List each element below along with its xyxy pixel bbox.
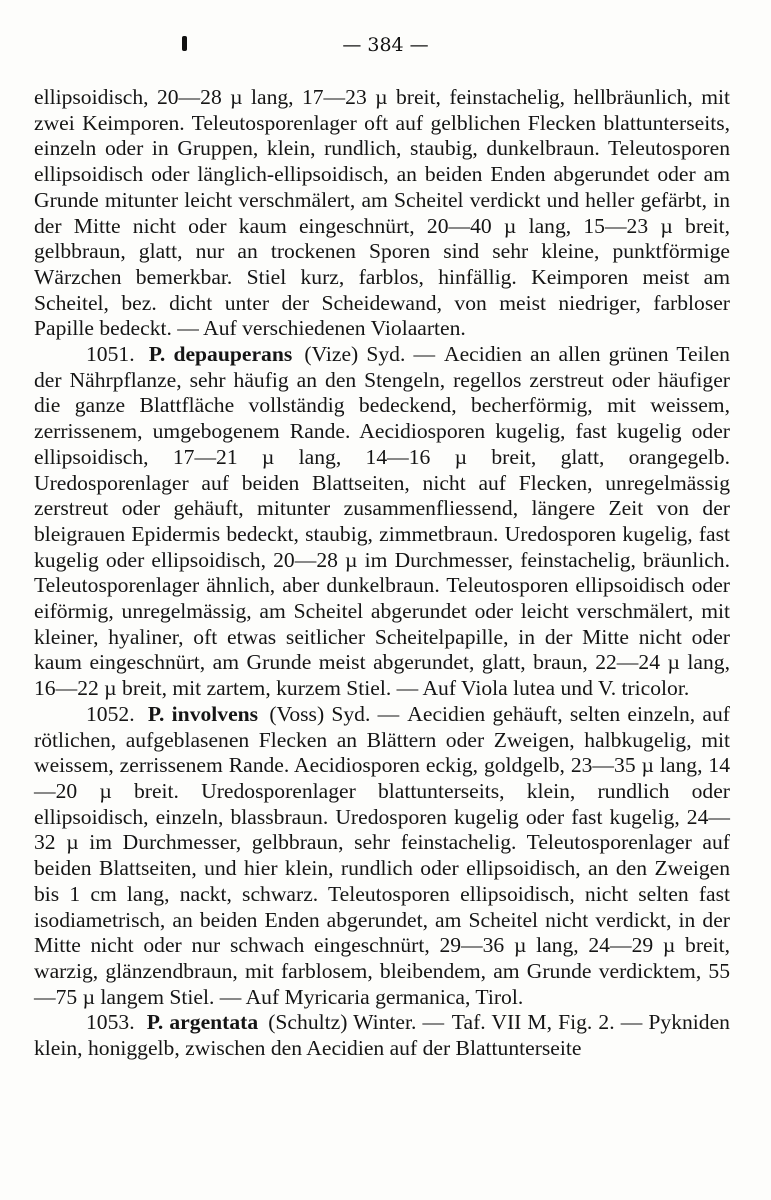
species-entry-1051 xyxy=(34,342,730,702)
continued-description xyxy=(34,85,730,342)
species-authority: (Schultz) Winter. — xyxy=(268,1010,445,1035)
species-name: P. depauperans xyxy=(148,342,293,367)
page-text xyxy=(34,85,730,1062)
entry-number: 1051. xyxy=(86,342,135,367)
entry-number: 1053. xyxy=(86,1010,135,1035)
species-entry-1052 xyxy=(34,702,730,1010)
species-name: P. argentata xyxy=(146,1010,259,1035)
species-name: P. involvens xyxy=(147,701,259,726)
page-number: — 384 — xyxy=(342,34,429,56)
paragraph-text: ellipsoidisch, 20—28 µ lang, 17—23 µ breit, feinstachelig, hellbräunlich, mit zwei Keimporen. Teleutosporenlager oft auf gelblichen Flecken blattunterseits, einzeln oder in Gruppen, klein, rundlich, staubig, dunkelbraun. Teleutosporen ellipsoidisch oder länglich-ellipsoidisch, an beiden Enden abgerundet oder am Grunde mitunter leicht verschmälert, am Scheitel verdickt und heller gefärbt, in der Mitte nicht oder kaum eingeschnürt, 20—40 µ lang, 15—23 µ breit, gelbbraun, glatt, nur an trockenen Sporen sind sehr kleine, punktförmige Wärzchen bemerkbar. Stiel kurz, farblos, hinfällig. Keimporen meist am Scheitel, bez. dicht unter der Scheidewand, von meist niedriger, farbloser Papille bedeckt. — Auf verschiedenen Violaarten. xyxy=(34,85,730,341)
entry-text: Aecidien gehäuft, selten einzeln, auf rötlichen, aufgeblasenen Flecken an Blättern oder Zweigen, halbkugelig, mit weissem, zerrissenem Rande. Aecidiosporen eckig, goldgelb, 23—35 µ lang, 14—20 µ breit. Uredosporenlager blattunterseits, klein, rundlich oder ellipsoidisch, einzeln, blassbraun. Uredosporen kugelig oder fast kugelig, 24—32 µ im Durchmesser, gelbbraun, sehr feinstachelig. Teleutosporenlager auf beiden Blattseiten, und hier klein, rundlich oder ellipsoidisch, an den Zweigen bis 1 cm lang, nackt, schwarz. Teleutosporen ellipsoidisch, nicht selten fast isodiametrisch, an beiden Enden abgerundet, am Scheitel nicht verdickt, in der Mitte nicht oder nur schwach eingeschnürt, 29—36 µ lang, 24—29 µ breit, warzig, glänzendbraun, mit farblosem, bleibendem, am Grunde verdicktem, 55—75 µ langem Stiel. — Auf Myricaria germanica, Tirol. xyxy=(34,701,730,1009)
entry-number: 1052. xyxy=(86,701,135,726)
entry-text: Aecidien an allen grünen Teilen der Nährpflanze, sehr häufig an den Stengeln, regellos zerstreut oder häufiger die ganze Blattfläche vollständig bedeckend, becherförmig, mit weissem, zerrissenem, umgebogenem Rande. Aecidiosporen kugelig, fast kugelig oder ellipsoidisch, 17—21 µ lang, 14—16 µ breit, glatt, orangegelb. Uredosporenlager auf beiden Blattseiten, nicht auf Flecken, unregelmässig zerstreut oder gehäuft, mitunter zusammenfliessend, längere Zeit von der bleigrauen Epidermis bedeckt, staubig, zimmetbraun. Uredosporen kugelig, fast kugelig oder ellipsoidisch, 20—28 µ im Durchmesser, feinstachelig, bräunlich. Teleutosporenlager ähnlich, aber dunkelbraun. Teleutosporen ellipsoidisch oder eiförmig, unregelmässig, am Scheitel abgerundet oder leicht verschmälert, mit kleiner, hyaliner, oft etwas seitlicher Scheitelpapille, in der Mitte nicht oder kaum eingeschnürt, am Grunde meist abgerundet, glatt, braun, 22—24 µ lang, 16—22 µ breit, mit zartem, kurzem Stiel. — Auf Viola lutea und V. tricolor. xyxy=(34,342,730,701)
species-entry-1053 xyxy=(34,1010,730,1061)
species-authority: (Voss) Syd. — xyxy=(269,701,400,726)
entry-text: Taf. VII M, Fig. 2. — Pykniden klein, honiggelb, zwischen den Aecidien auf der Blattunterseite xyxy=(34,1010,730,1061)
species-authority: (Vize) Syd. — xyxy=(304,342,436,367)
